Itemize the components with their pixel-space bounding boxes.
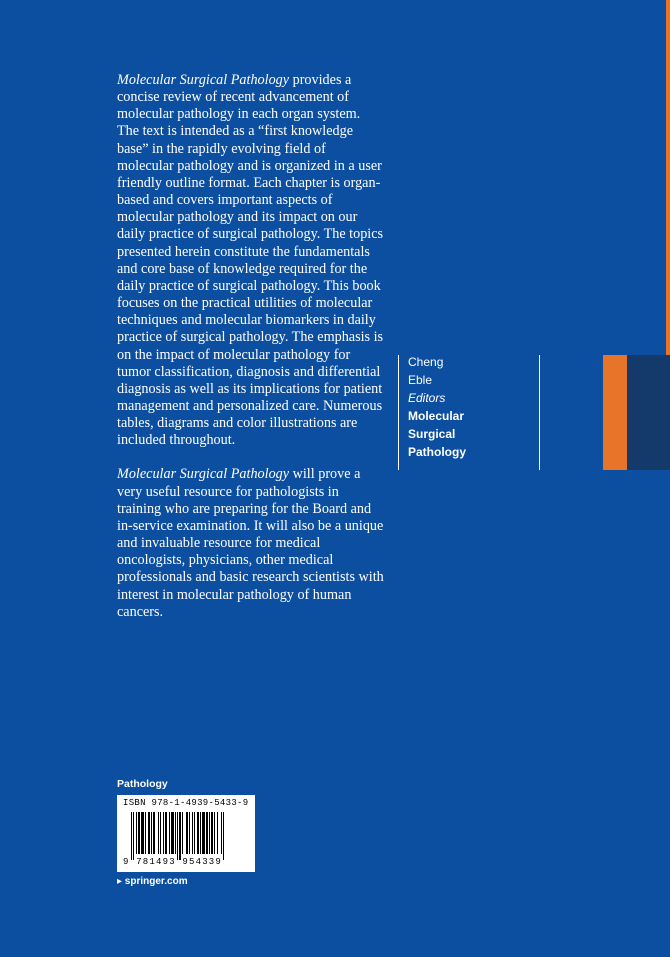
publisher-url[interactable]: ▸ springer.com [117,876,188,887]
subject-category: Pathology [117,778,168,790]
book-title-italic: Molecular Surgical Pathology [117,72,290,88]
navy-accent-block [627,355,670,470]
spine-divider-right [539,355,540,470]
spine-info-block [408,353,466,461]
barcode-bars [131,812,249,857]
isbn-number: ISBN 978-1-4939-5433-9 [123,798,249,808]
barcode-bar [224,812,225,860]
description-text: will prove a very useful resource for pathologists in training who are preparing for the Board and in-service examination. It will also be a unique and invaluable resource for medical oncologists, physicians, other medical professionals and basic research scientists with interest in molecular pathology of human cancers. [117,466,384,620]
description-text: provides a concise review of recent advancement of molecular pathology in each organ system. The text is intended as a “first knowledge base” in the rapidly evolving field of molecular pathology and is organized in a user friendly outline format. Each chapter is organ-based and covers important aspects of molecular pathology and its impact on our daily practice of surgical pathology. The topics presented herein constitute the fundamentals and core base of knowledge required for the daily practice of surgical pathology. This book focuses on the practical utilities of molecular techniques and molecular biomarkers in daily practice of surgical pathology. The emphasis is on the impact of molecular pathology for tumor classification, diagnosis and differential diagnosis as well as its implications for patient management and personalized care. Numerous tables, diagrams and color illustrations are included throughout. [117,72,384,449]
book-title-italic: Molecular Surgical Pathology [117,466,290,483]
author-name: Cheng [408,355,444,369]
spine-title-line: Surgical [408,427,456,441]
orange-accent-block [603,355,627,470]
author-name: Eble [408,373,433,387]
spine-divider-left [398,355,399,470]
isbn-barcode [117,795,255,872]
editors-label: Editors [408,391,446,405]
spine-title-line: Molecular [408,409,465,423]
description-paragraph-2 [117,466,385,620]
orange-accent-stripe [666,0,670,355]
spine-title-line: Pathology [408,445,467,459]
back-cover-description [117,72,385,638]
description-paragraph-1 [117,72,385,449]
barcode-digits: 9 781493 954339 [123,857,223,867]
